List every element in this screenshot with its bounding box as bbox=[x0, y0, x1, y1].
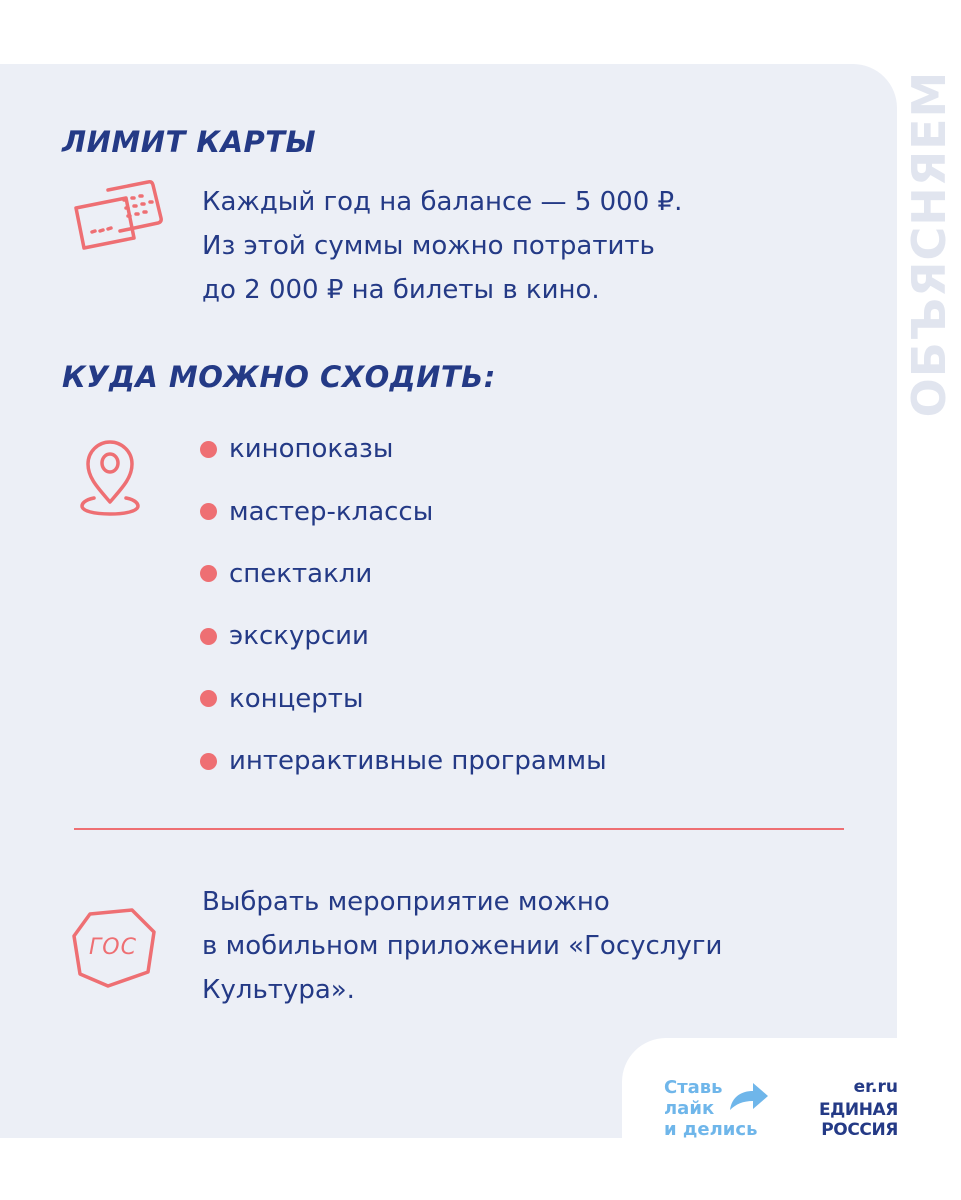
list-item-label: интерактивные программы bbox=[229, 746, 607, 777]
share-arrow-icon[interactable] bbox=[728, 1080, 770, 1116]
list-item-label: спектакли bbox=[229, 558, 373, 589]
brand-line: ЕДИНАЯ bbox=[818, 1100, 898, 1120]
gos-line: в мобильном приложении «Госуслуги bbox=[202, 931, 723, 961]
bullet-dot bbox=[200, 753, 217, 770]
bullet-dot bbox=[200, 441, 217, 458]
limit-text bbox=[202, 180, 842, 312]
brand-logo bbox=[804, 1100, 898, 1140]
section-divider bbox=[74, 828, 844, 830]
list-item-label: экскурсии bbox=[229, 621, 369, 652]
list-item-label: концерты bbox=[229, 683, 364, 714]
limit-line: Каждый год на балансе — 5 000 ₽. bbox=[202, 187, 683, 217]
limit-line: до 2 000 ₽ на билеты в кино. bbox=[202, 275, 600, 305]
side-title-text: ОБЪЯСНЯЕМ bbox=[902, 70, 956, 418]
location-pin-icon bbox=[80, 436, 140, 518]
list-item bbox=[200, 543, 607, 605]
bullet-dot bbox=[200, 628, 217, 645]
gos-badge-icon bbox=[68, 906, 160, 990]
list-item bbox=[200, 668, 607, 730]
brand-line: РОССИЯ bbox=[821, 1120, 898, 1140]
bullet-dot bbox=[200, 503, 217, 520]
site-link[interactable]: er.ru bbox=[853, 1077, 898, 1097]
list-item bbox=[200, 730, 607, 792]
bullet-dot bbox=[200, 565, 217, 582]
list-item-label: кинопоказы bbox=[229, 434, 394, 465]
gos-text bbox=[202, 880, 842, 1012]
places-heading: КУДА МОЖНО СХОДИТЬ: bbox=[62, 360, 496, 394]
share-line: лайк bbox=[664, 1098, 715, 1119]
side-title bbox=[898, 64, 961, 424]
list-item bbox=[200, 418, 607, 480]
bullet-dot bbox=[200, 690, 217, 707]
gos-badge-text: ГОС bbox=[89, 935, 137, 960]
cards-icon bbox=[64, 180, 168, 256]
list-item bbox=[200, 605, 607, 667]
limit-line: Из этой суммы можно потратить bbox=[202, 231, 655, 261]
places-list bbox=[200, 418, 607, 792]
list-item-label: мастер-классы bbox=[229, 496, 434, 527]
gos-line: Культура». bbox=[202, 975, 355, 1005]
share-line: Ставь bbox=[664, 1077, 723, 1098]
gos-line: Выбрать мероприятие можно bbox=[202, 887, 610, 917]
list-item bbox=[200, 480, 607, 542]
limit-heading: ЛИМИТ КАРТЫ bbox=[62, 125, 317, 159]
share-line: и делись bbox=[664, 1119, 758, 1140]
